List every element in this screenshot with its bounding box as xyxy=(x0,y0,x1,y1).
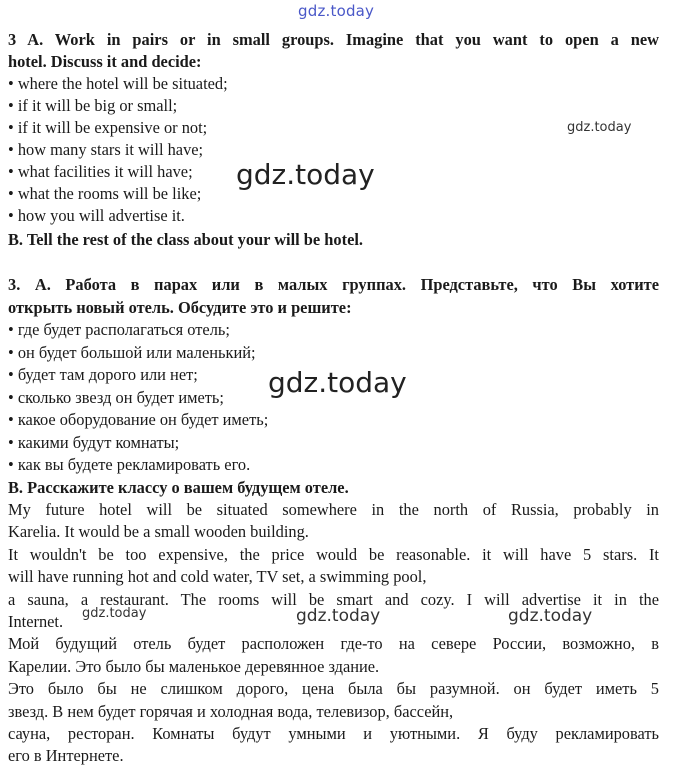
answer-en-line: Internet. xyxy=(8,612,64,631)
ru-task-bullet: • он будет большой или маленький; xyxy=(8,343,256,362)
answer-en-line: Karelia. It would be a small wooden building. xyxy=(8,522,309,541)
task-bullet: • if it will be expensive or not; xyxy=(8,118,208,137)
watermark-center-medium: gdz.today xyxy=(296,606,381,626)
task-bullet: • what facilities it will have; xyxy=(8,162,193,181)
watermark-right-medium: gdz.today xyxy=(508,606,593,626)
answer-ru-line: сауна, ресторан. Комнаты будут умными и уютными. Я буду рекламировать xyxy=(8,724,659,743)
ru-task-part-b: В. Расскажите классу о вашем будущем отеле. xyxy=(8,478,349,497)
watermark-mid-large: gdz.today xyxy=(236,158,375,191)
ru-task-heading-line-2: открыть новый отель. Обсудите это и решите: xyxy=(8,298,352,317)
ru-task-bullet: • какое оборудование он будет иметь; xyxy=(8,410,269,429)
answer-ru-line: звезд. В нем будет горячая и холодная вода, телевизор, бассейн, xyxy=(8,702,454,721)
task-heading-line-1: 3 A. Work in pairs or in small groups. Imagine that you want to open a new xyxy=(8,30,659,49)
task-bullet: • if it will be big or small; xyxy=(8,96,178,115)
answer-ru-line: Мой будущий отель будет расположен где-то на севере России, возможно, в xyxy=(8,634,659,653)
task-bullet: • where the hotel will be situated; xyxy=(8,74,228,93)
ru-task-heading-line-1: 3. А. Работа в парах или в малых группах. Представьте, что Вы хотите xyxy=(8,275,659,294)
watermark-right-small: gdz.today xyxy=(567,120,632,135)
watermark-left-small: gdz.today xyxy=(82,606,147,621)
answer-ru-line: его в Интернете. xyxy=(8,746,124,765)
answer-ru-line: Карелии. Это было бы маленькое деревянное здание. xyxy=(8,657,380,676)
ru-task-bullet: • сколько звезд он будет иметь; xyxy=(8,388,224,407)
task-heading-line-2: hotel. Discuss it and decide: xyxy=(8,52,202,71)
answer-en-line: a sauna, a restaurant. The rooms will be smart and cozy. I will advertise it in the xyxy=(8,590,659,609)
watermark-center-large: gdz.today xyxy=(268,366,407,399)
answer-ru-line: Это было бы не слишком дорого, цена была бы разумной. он будет иметь 5 xyxy=(8,679,659,698)
ru-task-bullet: • какими будут комнаты; xyxy=(8,433,180,452)
watermark-top: gdz.today xyxy=(298,2,375,20)
task-part-b: B. Tell the rest of the class about your will be hotel. xyxy=(8,230,363,249)
ru-task-bullet: • где будет располагаться отель; xyxy=(8,320,230,339)
task-bullet: • how you will advertise it. xyxy=(8,206,185,225)
ru-task-bullet: • как вы будете рекламировать его. xyxy=(8,455,251,474)
task-bullet: • how many stars it will have; xyxy=(8,140,204,159)
ru-task-bullet: • будет там дорого или нет; xyxy=(8,365,198,384)
answer-en-line: will have running hot and cold water, TV set, a swimming pool, xyxy=(8,567,427,586)
task-bullet: • what the rooms will be like; xyxy=(8,184,202,203)
answer-en-line: It wouldn't be too expensive, the price would be reasonable. it will have 5 stars. It xyxy=(8,545,659,564)
answer-en-line: My future hotel will be situated somewhere in the north of Russia, probably in xyxy=(8,500,659,519)
